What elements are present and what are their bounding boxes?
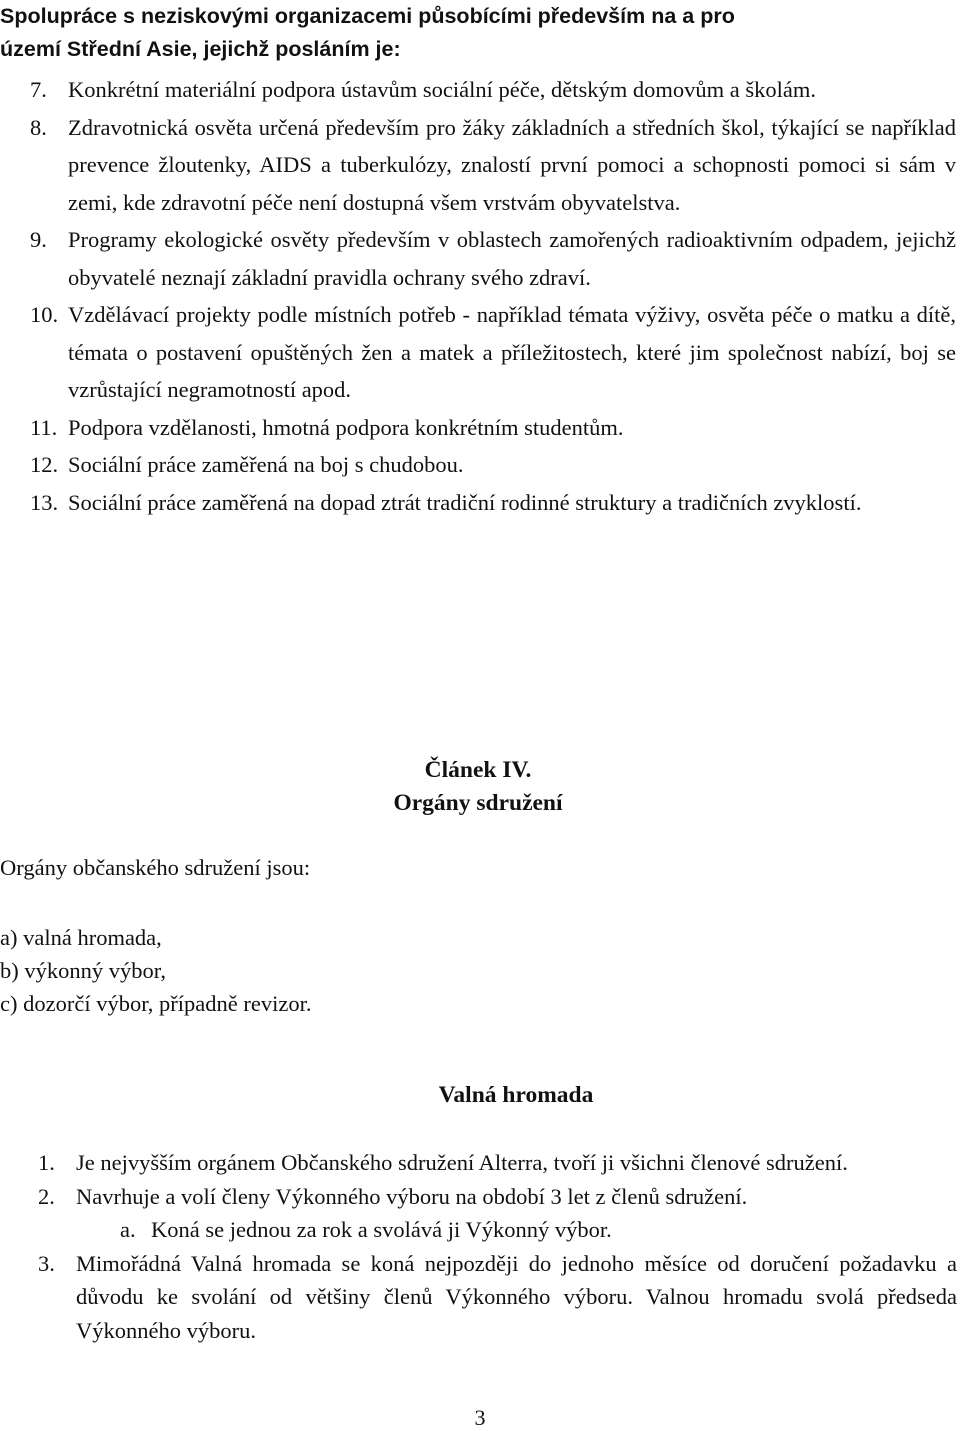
aims-item-13 [0, 484, 956, 522]
article-title: Článek IV. [424, 757, 532, 783]
item-text: Programy ekologické osvěty především v oblastech zamořených radioaktivním odpadem, jejichž obyvatelé neznají základní pravidla ochrany svého zdraví. [68, 227, 956, 290]
item-text: Koná se jednou za rok a svolává ji Výkonný výbor. [151, 1217, 612, 1242]
item-text: Vzdělávací projekty podle místních potřeb - například témata výživy, osvěta péče o matku a dítě, témata o postavení opuštěných žen a matek a příležitostech, které jim společnost nabízí, boj se vzrůstající negramotností apod. [68, 302, 956, 402]
valna-subitem-a [0, 1213, 957, 1247]
article-subtitle: Orgány sdružení [393, 790, 563, 816]
item-number: 10. [30, 302, 59, 327]
aims-item-8 [0, 109, 956, 222]
intro-line-2: území Střední Asie, jejichž posláním je: [0, 37, 401, 61]
aims-item-9 [0, 221, 956, 296]
organs-list [0, 921, 311, 1020]
item-number: 2. [38, 1183, 55, 1209]
item-number: 7. [30, 77, 47, 102]
item-text: Mimořádná Valná hromada se koná nejpozději do jednoho měsíce od doručení požadavku a důvodu ke svolání od většiny členů Výkonného výboru. Valnou hromadu svolá předseda Výkonného výboru. [76, 1250, 957, 1343]
item-number: 8. [30, 114, 47, 140]
valna-item-1 [0, 1146, 957, 1180]
aims-item-10 [0, 296, 956, 409]
organs-item-b: b) výkonný výbor, [0, 958, 166, 983]
intro-heading [0, 0, 955, 66]
organs-item-c: c) dozorčí výbor, případně revizor. [0, 991, 312, 1016]
item-number: 13. [30, 489, 59, 515]
intro-line-1: Spolupráce s neziskovými organizacemi působícími především na a pro [0, 4, 735, 28]
item-number: 1. [38, 1150, 55, 1175]
item-number: a. [120, 1217, 136, 1242]
aims-item-12 [0, 446, 956, 484]
item-text: Konkrétní materiální podpora ústavům sociální péče, dětským domovům a školám. [68, 77, 816, 102]
item-text: Zdravotnická osvěta určená především pro žáky základních a středních škol, týkající se například prevence žloutenky, AIDS a tuberkulózy, znalostí první pomoci a schopnosti pomoci si sám v zemi, kde zdravotní péče není dostupná všem vrstvám obyvatelstva. [68, 114, 956, 215]
item-number: 9. [30, 227, 47, 252]
aims-item-11 [0, 409, 956, 447]
aims-item-7 [0, 71, 956, 109]
item-number: 12. [30, 452, 59, 477]
section-heading-valna-hromada: Valná hromada [438, 1082, 594, 1108]
item-text: Sociální práce zaměřená na boj s chudobou. [68, 452, 464, 477]
item-text: Podpora vzdělanosti, hmotná podpora konkrétním studentům. [68, 414, 624, 440]
organs-intro: Orgány občanského sdružení jsou: [0, 855, 311, 880]
page-number: 3 [474, 1405, 486, 1430]
valna-hromada-list [0, 1146, 957, 1347]
item-text: Navrhuje a volí členy Výkonného výboru na období 3 let z členů sdružení. [76, 1183, 748, 1209]
item-number: 11. [30, 414, 58, 440]
item-text: Sociální práce zaměřená na dopad ztrát tradiční rodinné struktury a tradičních zvyklostí. [68, 489, 862, 515]
organs-item-a: a) valná hromada, [0, 925, 162, 950]
aims-list [0, 71, 956, 521]
item-text: Je nejvyšším orgánem Občanského sdružení Alterra, tvoří ji všichni členové sdružení. [76, 1150, 848, 1175]
item-number: 3. [38, 1250, 55, 1276]
valna-item-3 [0, 1247, 957, 1348]
valna-item-2 [0, 1180, 957, 1214]
